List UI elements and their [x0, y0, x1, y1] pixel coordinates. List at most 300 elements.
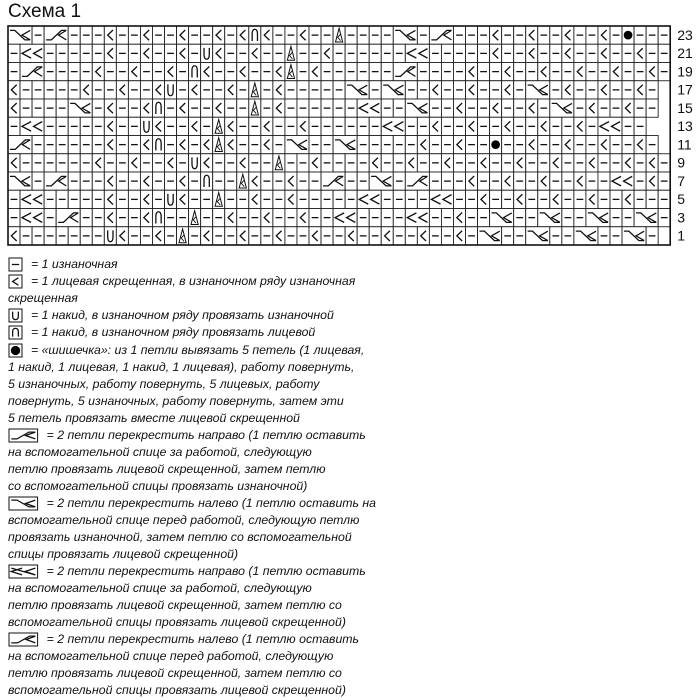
- knit-tbl-symbol: [201, 227, 213, 245]
- purl-symbol: [610, 44, 622, 62]
- purl-symbol: [502, 154, 514, 172]
- cross-left-knit-symbol: [20, 63, 44, 81]
- purl-symbol: [92, 99, 104, 117]
- knit-tbl-symbol: [177, 190, 189, 208]
- purl-symbol: [478, 63, 490, 81]
- purl-symbol: [514, 227, 526, 245]
- legend-text: [8, 495, 376, 563]
- purl-symbol: [562, 117, 574, 135]
- purl-symbol: [634, 190, 646, 208]
- purl-symbol: [152, 26, 164, 44]
- purl-symbol: [309, 136, 321, 154]
- cross-left-purl-symbol: [478, 227, 502, 245]
- yarn-over-knit-symbol: [249, 26, 261, 44]
- knit-tbl-symbol: [189, 81, 201, 99]
- purl-symbol: [405, 81, 417, 99]
- purl-symbol: [417, 190, 429, 208]
- purl-symbol: [152, 63, 164, 81]
- purl-symbol: [56, 227, 68, 245]
- cross-left-purl-symbol: [333, 136, 357, 154]
- purl-symbol: [20, 154, 32, 172]
- purl-symbol: [393, 209, 405, 227]
- yarn-over-purl-symbol: [165, 81, 177, 99]
- cross-left-purl-symbol: [8, 26, 32, 44]
- knit-tbl-symbol: [646, 63, 658, 81]
- purl-symbol: [116, 209, 128, 227]
- knit-tbl-symbol: [574, 172, 586, 190]
- purl-symbol: [598, 227, 610, 245]
- legend-line: провязать изнаночной, затем петлю со вспомогательной: [8, 530, 352, 544]
- yarn-over-knit-symbol: [152, 136, 164, 154]
- purl-symbol: [514, 209, 526, 227]
- purl-symbol: [574, 26, 586, 44]
- knit-tbl-symbol: [177, 26, 189, 44]
- purl-symbol: [441, 44, 453, 62]
- knit-tbl-symbol: [104, 190, 116, 208]
- row-number: 19: [677, 63, 693, 80]
- purl-symbol: [80, 190, 92, 208]
- purl-symbol: [321, 81, 333, 99]
- purl-symbol: [68, 117, 80, 135]
- purl-symbol: [333, 44, 345, 62]
- purl-symbol: [261, 44, 273, 62]
- purl-symbol: [128, 99, 140, 117]
- purl-symbol: [502, 99, 514, 117]
- purl-symbol: [634, 172, 646, 190]
- purl-symbol: [658, 209, 670, 227]
- cross-left-purl-symbol: [381, 81, 405, 99]
- knit-tbl-symbol: [502, 81, 514, 99]
- knitting-chart: [0, 0, 700, 256]
- cross-left-knit-symbol: [405, 172, 429, 190]
- knit-tbl-symbol: [598, 81, 610, 99]
- decrease-symbol: [177, 227, 189, 245]
- purl-symbol: [32, 227, 44, 245]
- legend-line: 5 петель провязать вместе лицевой скрещенной: [8, 411, 300, 425]
- decrease-symbol: [213, 190, 225, 208]
- purl-symbol: [526, 63, 538, 81]
- purl-symbol: [56, 99, 68, 117]
- purl-symbol: [658, 63, 670, 81]
- purl-symbol: [213, 81, 225, 99]
- purl-symbol: [562, 172, 574, 190]
- knit-tbl-symbol: [213, 99, 225, 117]
- purl-symbol: [453, 117, 465, 135]
- purl-symbol: [116, 26, 128, 44]
- decrease-symbol: [213, 136, 225, 154]
- knit-tbl-symbol: [104, 209, 116, 227]
- purl-symbol: [622, 81, 634, 99]
- knit-tbl-symbol: [490, 44, 502, 62]
- purl-symbol: [586, 44, 598, 62]
- knit-tbl-symbol: [165, 154, 177, 172]
- purl-symbol: [466, 99, 478, 117]
- purl-symbol: [8, 63, 20, 81]
- purl-symbol: [92, 190, 104, 208]
- yarn-over-purl-symbol: [140, 117, 152, 135]
- purl-symbol: [201, 209, 213, 227]
- legend-line: вспомогательной спицы провязать лицевой скрещенной): [8, 683, 346, 697]
- knit-tbl-symbol: [453, 227, 465, 245]
- purl-symbol: [490, 154, 502, 172]
- purl-symbol: [152, 190, 164, 208]
- purl-symbol: [586, 136, 598, 154]
- purl-symbol: [490, 190, 502, 208]
- purl-symbol: [514, 117, 526, 135]
- purl-symbol: [417, 63, 429, 81]
- purl-symbol: [502, 136, 514, 154]
- row-number: 5: [677, 191, 685, 208]
- chart-row: [8, 26, 670, 44]
- purl-symbol: [177, 81, 189, 99]
- legend-text: [8, 427, 366, 495]
- knit-tbl-symbol: [441, 154, 453, 172]
- chart-row: [8, 117, 646, 135]
- legend-line: со вспомогательной спицы провязать изнаночной): [8, 479, 308, 493]
- decrease-symbol: [189, 209, 201, 227]
- knit-tbl-symbol: [646, 154, 658, 172]
- cross-left-purl-symbol: [538, 209, 562, 227]
- cross-knit-symbol: [20, 209, 44, 227]
- purl-symbol: [213, 154, 225, 172]
- purl-symbol: [466, 227, 478, 245]
- purl-symbol: [598, 99, 610, 117]
- purl-symbol: [8, 44, 20, 62]
- knit-tbl-symbol: [261, 26, 273, 44]
- purl-symbol: [237, 209, 249, 227]
- knit-tbl-symbol: [466, 172, 478, 190]
- purl-symbol: [610, 99, 622, 117]
- cross-left-knit-symbol: [393, 63, 417, 81]
- purl-symbol: [478, 172, 490, 190]
- purl-symbol: [44, 190, 56, 208]
- purl-symbol: [393, 44, 405, 62]
- purl-symbol: [56, 190, 68, 208]
- purl-symbol: [514, 26, 526, 44]
- purl-symbol: [249, 154, 261, 172]
- row-number: 1: [677, 227, 685, 244]
- purl-symbol: [92, 209, 104, 227]
- purl-symbol: [550, 172, 562, 190]
- purl-symbol: [249, 63, 261, 81]
- purl-symbol: [405, 136, 417, 154]
- purl-symbol: [393, 154, 405, 172]
- purl-symbol: [562, 190, 574, 208]
- purl-symbol: [213, 63, 225, 81]
- purl-symbol: [165, 44, 177, 62]
- purl-symbol: [345, 154, 357, 172]
- decrease-symbol: [213, 117, 225, 135]
- purl-symbol: [610, 81, 622, 99]
- purl-symbol: [598, 154, 610, 172]
- purl-symbol: [441, 99, 453, 117]
- purl-symbol: [177, 154, 189, 172]
- knit-tbl-symbol: [466, 63, 478, 81]
- purl-symbol: [634, 63, 646, 81]
- purl-symbol: [333, 227, 345, 245]
- purl-symbol: [20, 81, 32, 99]
- knit-tbl-symbol: [213, 44, 225, 62]
- knit-tbl-symbol: [285, 172, 297, 190]
- legend-line: = 2 петли перекрестить направо (1 петлю оставить: [46, 428, 366, 442]
- knit-tbl-symbol: [405, 154, 417, 172]
- knit-tbl-symbol: [502, 172, 514, 190]
- purl-symbol: [357, 26, 369, 44]
- knit-tbl-symbol: [8, 81, 20, 99]
- purl-symbol: [189, 99, 201, 117]
- cross-left-knit-symbol: [8, 136, 32, 154]
- purl-symbol: [321, 63, 333, 81]
- knit-tbl-symbol: [297, 117, 309, 135]
- purl-symbol: [574, 154, 586, 172]
- purl-symbol: [381, 154, 393, 172]
- purl-symbol: [574, 44, 586, 62]
- purl-symbol: [333, 63, 345, 81]
- purl-symbol: [574, 190, 586, 208]
- purl-symbol: [466, 26, 478, 44]
- purl-symbol: [453, 190, 465, 208]
- purl-symbol: [381, 44, 393, 62]
- knit-tbl-symbol: [8, 154, 20, 172]
- decrease-symbol: [273, 154, 285, 172]
- purl-symbol: [80, 136, 92, 154]
- purl-symbol: [44, 117, 56, 135]
- purl-symbol: [8, 190, 20, 208]
- purl-symbol: [92, 172, 104, 190]
- knit-tbl-symbol: [562, 26, 574, 44]
- knit-tbl-symbol: [309, 154, 321, 172]
- purl-symbol: [357, 209, 369, 227]
- knit-tbl-symbol: [526, 26, 538, 44]
- cross-knit-symbol: [20, 117, 44, 135]
- row-number: 17: [677, 81, 693, 98]
- purl-symbol: [68, 63, 80, 81]
- purl-symbol: [309, 26, 321, 44]
- purl-symbol: [56, 136, 68, 154]
- purl-symbol: [140, 63, 152, 81]
- knit-tbl-symbol: [140, 136, 152, 154]
- knit-tbl-symbol: [381, 227, 393, 245]
- purl-symbol: [92, 44, 104, 62]
- purl-symbol: [44, 136, 56, 154]
- knit-tbl-symbol: [80, 81, 92, 99]
- purl-symbol: [309, 172, 321, 190]
- purl-symbol: [68, 81, 80, 99]
- knit-tbl-symbol: [309, 63, 321, 81]
- knit-tbl-symbol: [177, 44, 189, 62]
- purl-symbol: [92, 26, 104, 44]
- chart-row: [8, 172, 670, 190]
- knit-tbl-symbol: [646, 172, 658, 190]
- purl-symbol: [490, 172, 502, 190]
- purl-symbol: [405, 227, 417, 245]
- cross-knit-symbol: [598, 117, 622, 135]
- purl-symbol: [538, 44, 550, 62]
- purl-symbol: [309, 190, 321, 208]
- knit-tbl-symbol: [140, 26, 152, 44]
- purl-symbol: [441, 209, 453, 227]
- cross-knit-symbol: [20, 44, 44, 62]
- purl-symbol: [502, 44, 514, 62]
- purl-symbol: [80, 172, 92, 190]
- knit-tbl-symbol: [225, 117, 237, 135]
- purl-symbol: [68, 44, 80, 62]
- purl-symbol: [225, 44, 237, 62]
- purl-symbol: [261, 63, 273, 81]
- purl-symbol: [345, 172, 357, 190]
- purl-symbol: [44, 99, 56, 117]
- purl-symbol: [225, 63, 237, 81]
- purl-symbol: [165, 227, 177, 245]
- row-number: 21: [677, 45, 693, 62]
- purl-symbol: [285, 154, 297, 172]
- purl-symbol: [598, 63, 610, 81]
- purl-symbol: [309, 209, 321, 227]
- purl-symbol: [453, 154, 465, 172]
- purl-symbol: [56, 44, 68, 62]
- purl-symbol: [526, 117, 538, 135]
- purl-symbol: [56, 63, 68, 81]
- purl-symbol: [333, 99, 345, 117]
- legend-line: 5 изнаночных, работу повернуть, 5 лицевых, работу: [8, 377, 320, 391]
- purl-symbol: [273, 190, 285, 208]
- purl-symbol: [538, 99, 550, 117]
- knit-tbl-symbol: [598, 44, 610, 62]
- purl-symbol: [441, 117, 453, 135]
- purl-symbol: [538, 154, 550, 172]
- cross-knit-symbol: [357, 99, 381, 117]
- purl-symbol: [345, 117, 357, 135]
- purl-symbol: [586, 63, 598, 81]
- purl-symbol: [273, 117, 285, 135]
- purl-symbol: [68, 190, 80, 208]
- purl-symbol: [586, 81, 598, 99]
- purl-symbol: [321, 190, 333, 208]
- purl-symbol: [80, 117, 92, 135]
- purl-symbol: [441, 136, 453, 154]
- purl-symbol: [297, 44, 309, 62]
- purl-symbol: [453, 44, 465, 62]
- yarn-over-knit-symbol: [152, 209, 164, 227]
- knit-tbl-symbol: [562, 81, 574, 99]
- purl-symbol: [429, 99, 441, 117]
- purl-symbol: [165, 209, 177, 227]
- cross-left-purl-symbol: [526, 227, 550, 245]
- cross-left-purl-symbol: [586, 209, 610, 227]
- purl-symbol: [116, 99, 128, 117]
- purl-symbol: [140, 154, 152, 172]
- purl-symbol: [369, 26, 381, 44]
- purl-symbol: [225, 99, 237, 117]
- legend-line: = 1 накид, в изнаночном ряду провязать изнаночной: [31, 308, 334, 322]
- yarn-over-purl-symbol: [189, 154, 201, 172]
- purl-symbol: [381, 136, 393, 154]
- purl-symbol: [80, 227, 92, 245]
- cross-knit-symbol: [610, 172, 634, 190]
- purl-symbol: [550, 63, 562, 81]
- knit-tbl-symbol: [249, 44, 261, 62]
- purl-symbol: [116, 190, 128, 208]
- purl-symbol: [417, 81, 429, 99]
- purl-symbol: [32, 81, 44, 99]
- purl-symbol: [658, 26, 670, 44]
- knit-tbl-symbol: [177, 136, 189, 154]
- purl-symbol: [466, 136, 478, 154]
- knit-tbl-symbol: [201, 154, 213, 172]
- purl-symbol: [357, 154, 369, 172]
- knit-tbl-symbol: [417, 227, 429, 245]
- purl-symbol: [417, 154, 429, 172]
- knit-tbl-symbol: [225, 81, 237, 99]
- knit-tbl-symbol: [140, 44, 152, 62]
- knit-tbl-symbol: [586, 99, 598, 117]
- purl-symbol: [249, 136, 261, 154]
- purl-symbol: [128, 209, 140, 227]
- chart-row: [8, 81, 658, 99]
- knit-tbl-symbol: [309, 227, 321, 245]
- purl-symbol: [357, 136, 369, 154]
- purl-symbol: [213, 227, 225, 245]
- cross-left-knit-symbol: [56, 209, 80, 227]
- legend-line: на вспомогательной спице перед работой, следующую: [8, 649, 334, 663]
- knit-tbl-symbol: [417, 136, 429, 154]
- knit-tbl-symbol: [261, 117, 273, 135]
- purl-symbol: [297, 190, 309, 208]
- chart-row: [8, 44, 670, 62]
- purl-symbol: [478, 117, 490, 135]
- purl-symbol: [514, 81, 526, 99]
- purl-symbol: [68, 136, 80, 154]
- cross-left-purl-symbol: [393, 26, 417, 44]
- knit-tbl-symbol: [562, 136, 574, 154]
- knit-tbl-symbol: [128, 63, 140, 81]
- knit-tbl-symbol: [550, 190, 562, 208]
- purl-symbol: [646, 26, 658, 44]
- knit-tbl-symbol: [249, 190, 261, 208]
- purl-symbol: [514, 44, 526, 62]
- cross-knit-symbol: [405, 44, 429, 62]
- purl-symbol: [478, 81, 490, 99]
- cross-left-purl-symbol: [622, 227, 646, 245]
- purl-symbol: [201, 26, 213, 44]
- knit-tbl-symbol: [514, 190, 526, 208]
- purl-symbol: [417, 26, 429, 44]
- purl-symbol: [490, 63, 502, 81]
- knit-tbl-symbol: [201, 63, 213, 81]
- legend-line: = 2 петли перекрестить налево (1 петлю оставить на: [46, 496, 377, 510]
- purl-symbol: [213, 209, 225, 227]
- purl-symbol: [128, 227, 140, 245]
- purl-symbol: [381, 63, 393, 81]
- purl-symbol: [466, 154, 478, 172]
- legend-text: [8, 631, 359, 699]
- purl-symbol: [273, 209, 285, 227]
- cross-knit-symbol: [333, 209, 357, 227]
- row-number: 3: [677, 209, 685, 226]
- legend-line: на вспомогательной спице за работой, следующую: [8, 581, 312, 595]
- purl-symbol: [357, 63, 369, 81]
- chart-row: [8, 63, 670, 81]
- cross-knit-symbol: [429, 190, 453, 208]
- purl-symbol: [381, 190, 393, 208]
- purl-symbol: [502, 26, 514, 44]
- knit-tbl-symbol: [213, 26, 225, 44]
- purl-symbol: [550, 44, 562, 62]
- knit-tbl-symbol: [478, 154, 490, 172]
- purl-symbol: [249, 209, 261, 227]
- purl-symbol: [165, 117, 177, 135]
- purl-symbol: [369, 44, 381, 62]
